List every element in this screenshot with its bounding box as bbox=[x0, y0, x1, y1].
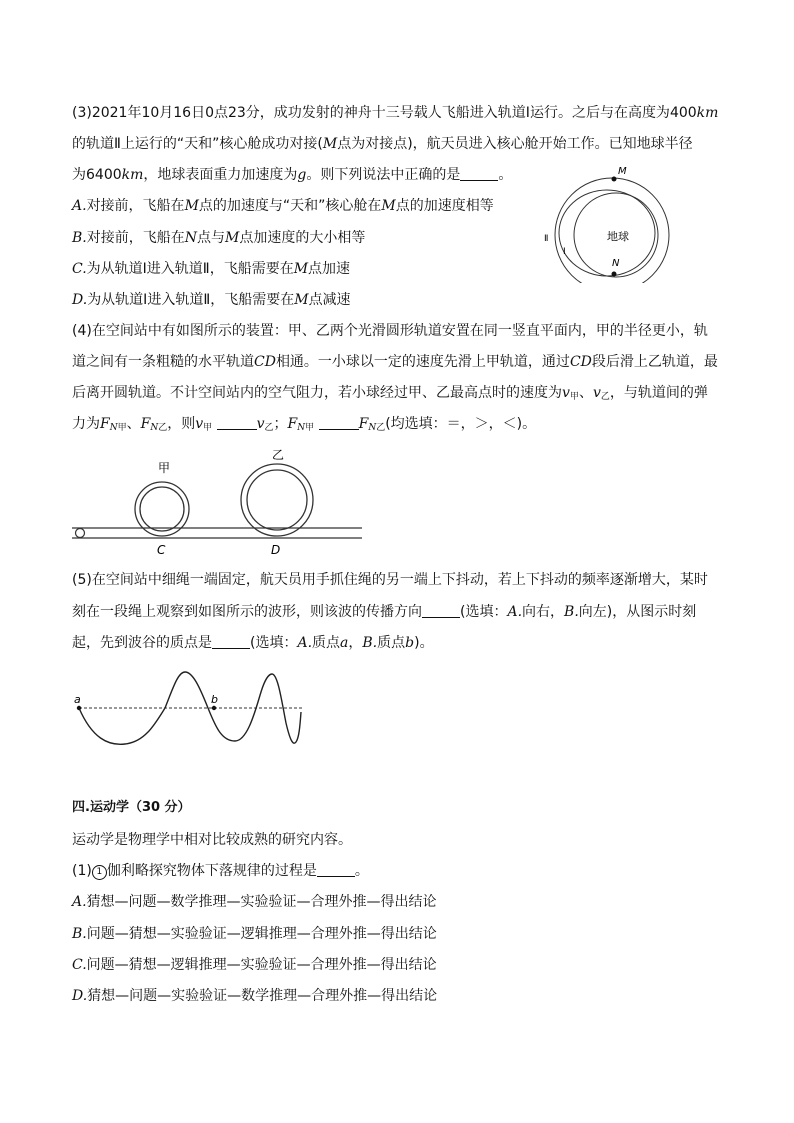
point-m-dot bbox=[612, 177, 617, 182]
q3-unit: km bbox=[696, 105, 719, 121]
label-orbit-i: Ⅰ bbox=[563, 247, 566, 257]
label-m: M bbox=[618, 166, 627, 177]
label-a: a bbox=[74, 693, 81, 706]
q3-text: (3)2021年10月16日0点23分，成功发射的神舟十三号载人飞船进入轨道Ⅰ运行。之后与在高度为 bbox=[72, 105, 670, 121]
label-d: D bbox=[271, 543, 281, 557]
wave-diagram bbox=[70, 668, 310, 753]
q4-line-2: 道之间有一条粗糙的水平轨道CD相通。一小球以一定的速度先滑上甲轨道，通过CD段后滑上乙轨道，最 bbox=[72, 354, 718, 370]
orbit-diagram bbox=[530, 163, 680, 283]
q4-answer-blank-f[interactable] bbox=[319, 415, 359, 430]
s4-q1-option-a: A.猜想—问题—数学推理—实验验证—合理外推—得出结论 bbox=[72, 894, 437, 910]
section-4-title: 四.运动学（30 分） bbox=[72, 800, 191, 815]
q5-line-3: 起，先到波谷的质点是 (选填：A.质点a，B.质点b)。 bbox=[72, 635, 434, 651]
q4-line-1: (4)在空间站中有如图所示的装置：甲、乙两个光滑圆形轨道安置在同一竖直平面内，甲的半径更小，轨 bbox=[72, 323, 708, 339]
point-a-dot bbox=[77, 706, 81, 710]
label-jia: 甲 bbox=[158, 461, 171, 475]
s4-q1: (1) 1 伽利略探究物体下落规律的过程是 。 bbox=[72, 863, 369, 879]
track-yi-outer bbox=[241, 464, 313, 536]
label-earth: 地球 bbox=[607, 230, 629, 243]
q3-answer-blank[interactable] bbox=[460, 166, 498, 181]
point-n-dot bbox=[612, 272, 617, 277]
q4-line-4: 力为$F_{N甲}$、$F_{N乙}$，则$v_甲$ $v_乙$；$F_{N甲}$ $F_{N乙}$(均选填：＝，＞，＜)。 bbox=[72, 416, 537, 433]
label-c: C bbox=[157, 543, 166, 557]
label-n: N bbox=[612, 258, 620, 269]
track-yi-inner bbox=[247, 470, 307, 530]
q4-line-3: 后离开圆轨道。不计空间站内的空气阻力，若小球经过甲、乙最高点时的速度为$v_甲$、$v_乙$，与轨道间的弹 bbox=[72, 385, 708, 402]
q5-line-1: (5)在空间站中细绳一端固定，航天员用手抓住绳的另一端上下抖动，若上下抖动的频率逐渐增大，某时 bbox=[72, 572, 708, 588]
q5-line-2: 刻在一段绳上观察到如图所示的波形，则该波的传播方向 (选填：A.向右，B.向左)，从图示时刻 bbox=[72, 604, 697, 620]
s4-q1-option-b: B.问题—猜想—实验验证—逻辑推理—合理外推—得出结论 bbox=[72, 926, 437, 942]
q3-line-2: 的轨道Ⅱ上运行的“天和”核心舱成功对接(M点为对接点)，航天员进入核心舱开始工作。已知地球半径 bbox=[72, 136, 693, 152]
section-4-intro: 运动学是物理学中相对比较成熟的研究内容。 bbox=[72, 832, 352, 848]
s4-q1-option-c: C.问题—猜想—逻辑推理—实验验证—合理外推—得出结论 bbox=[72, 957, 437, 973]
q3-line-3: 为6400km，地球表面重力加速度为g。则下列说法中正确的是 。 bbox=[72, 167, 513, 183]
ball bbox=[76, 529, 85, 538]
q3-option-c: C.为从轨道Ⅰ进入轨道Ⅱ，飞船需要在M点加速 bbox=[72, 261, 351, 277]
q3-option-d: D.为从轨道Ⅰ进入轨道Ⅱ，飞船需要在M点减速 bbox=[72, 292, 351, 308]
label-b: b bbox=[211, 693, 218, 706]
q5-answer-blank-direction[interactable] bbox=[422, 603, 460, 618]
label-yi: 乙 bbox=[272, 448, 285, 462]
circled-number-1: 1 bbox=[92, 865, 107, 880]
q3-altitude: 400 bbox=[669, 105, 697, 121]
q3-option-b: B.对接前，飞船在N点与M点加速度的大小相等 bbox=[72, 230, 366, 246]
q3-option-a: A.对接前，飞船在M点的加速度与“天和”核心舱在M点的加速度相等 bbox=[72, 198, 494, 214]
q5-answer-blank-point[interactable] bbox=[212, 634, 250, 649]
s4-q1-option-d: D.猜想—问题—实验验证—数学推理—合理外推—得出结论 bbox=[72, 988, 438, 1004]
track-jia-inner bbox=[140, 487, 184, 531]
label-orbit-ii: Ⅱ bbox=[544, 234, 549, 244]
point-b-dot bbox=[212, 706, 216, 710]
s4-q1-answer-blank[interactable] bbox=[317, 862, 355, 877]
q3-line-1 bbox=[72, 103, 718, 123]
q4-answer-blank-v[interactable] bbox=[217, 415, 257, 430]
track-diagram bbox=[70, 445, 370, 560]
